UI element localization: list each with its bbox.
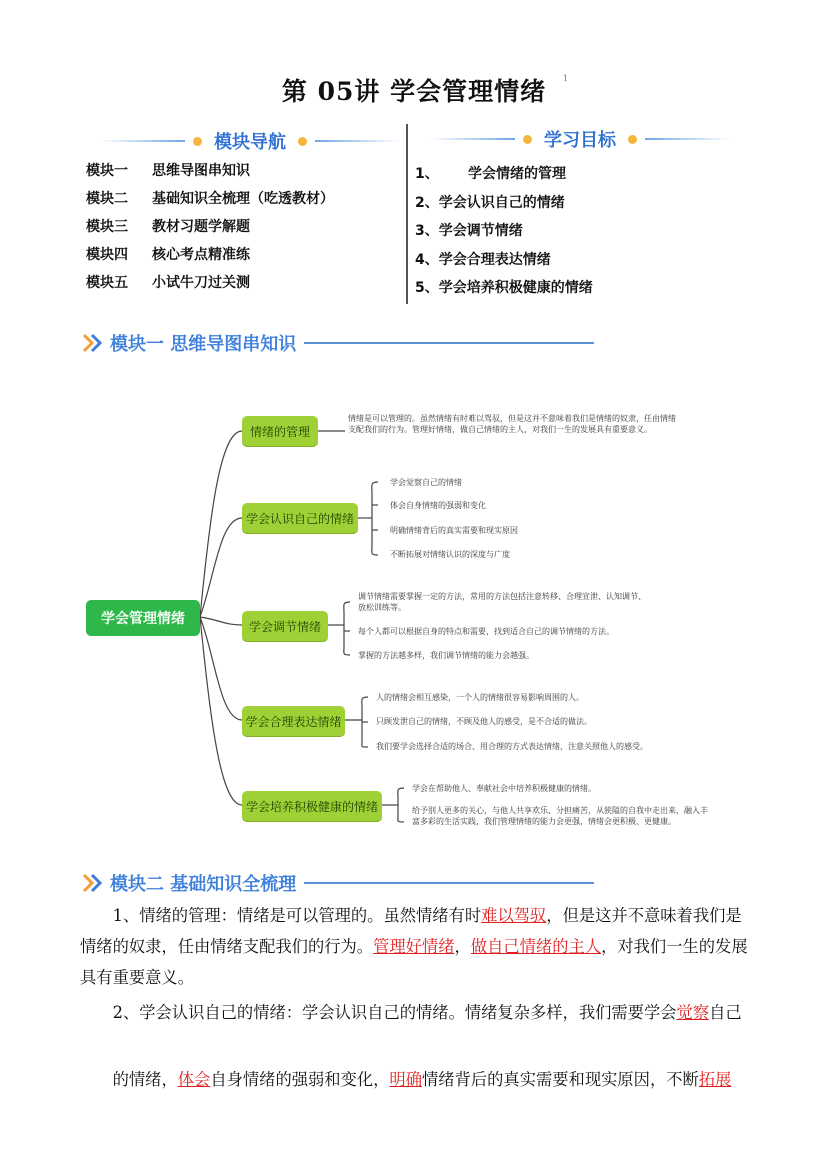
- mind-map-leaf: 情绪是可以管理的。虽然情绪有时难以驾驭，但是这并不意味着我们是情绪的奴隶，任由情绪支配我们的行为。管理好情绪，做自己情绪的主人，对我们一生的发展具有重要意义。: [348, 414, 676, 434]
- nav-heading-label: 模块导航: [214, 132, 286, 153]
- goal-panel-heading: [430, 124, 730, 154]
- mind-map-leaf: 我们要学会选择合适的场合、用合理的方式表达情绪，注意关照他人的感受。: [376, 742, 648, 751]
- heading-line-right: [315, 140, 400, 142]
- heading-dot-icon: [298, 137, 307, 146]
- mind-map-leaf: 掌握的方法越多样，我们调节情绪的能力会越强。: [358, 651, 534, 660]
- paragraph-know-emotions: 2、学会认识自己的情绪：学会认识自己的情绪。情绪复杂多样，我们需要学会觉察自己: [112, 1003, 742, 1022]
- nav-item: 模块五 小试牛刀过关测: [86, 275, 250, 291]
- module-nav-list: [86, 160, 334, 300]
- mind-map-leaf: 学会在帮助他人、奉献社会中培养积极健康的情绪。: [412, 784, 596, 793]
- mind-map-branch: 情绪的管理: [242, 416, 318, 446]
- learning-goal-list: [415, 163, 593, 306]
- key-term: 明确: [389, 1070, 422, 1089]
- key-term: 拓展: [698, 1070, 732, 1089]
- goal-item: 4、学会合理表达情绪: [415, 251, 551, 268]
- paragraph-emotion-management: 1、情绪的管理：情绪是可以管理的。虽然情绪有时难以驾驭，但是这并不意味着我们是情绪的奴隶，任由情绪支配我们的行为。管理好情绪，做自己情绪的主人，对我们一生的发展具有重要意义。: [80, 906, 748, 987]
- nav-panel-heading: [100, 126, 400, 156]
- page-title: 第 05讲 学会管理情绪: [281, 77, 547, 106]
- mind-map-branch: 学会认识自己的情绪: [242, 503, 358, 533]
- goal-item: 2、学会认识自己的情绪: [415, 194, 565, 211]
- mind-map-leaf: 明确情绪背后的真实需要和现实原因: [390, 526, 518, 535]
- section-rule: [304, 882, 594, 884]
- section-header-2: [82, 870, 594, 896]
- mind-map-leaf: 给予别人更多的关心，与他人共享欢乐、分担痛苦，从狭隘的自我中走出来，融入丰富多彩的生活实践，我们管理情绪的能力会更强，情绪会更积极、更健康。: [412, 806, 708, 826]
- heading-dot-icon: [523, 135, 532, 144]
- key-term: 管理好情绪: [373, 937, 455, 956]
- mind-map: [80, 395, 770, 840]
- mind-map-root: 学会管理情绪: [86, 600, 200, 636]
- mind-map-leaf: 不断拓展对情绪认识的深度与广度: [390, 550, 510, 559]
- mind-map-branch: 学会合理表达情绪: [242, 706, 345, 736]
- goal-item: 3、学会调节情绪: [415, 223, 523, 239]
- section-rule: [304, 342, 594, 344]
- nav-item: 模块四 核心考点精准练: [86, 247, 250, 263]
- key-term: 体会: [177, 1070, 211, 1089]
- goal-item: 1、 学会情绪的管理: [415, 166, 566, 182]
- key-term: 做自己情绪的主人: [470, 937, 602, 956]
- mind-map-branch: 学会培养积极健康的情绪: [242, 791, 382, 821]
- heading-dot-icon: [193, 137, 202, 146]
- double-chevron-icon: [82, 333, 104, 353]
- mind-map-leaf: 学会觉察自己的情绪: [390, 478, 462, 487]
- mind-map-leaf: 调节情绪需要掌握一定的方法，常用的方法包括注意转移、合理宣泄、认知调节、放松训练等。: [358, 592, 646, 612]
- key-term: 难以驾驭: [481, 906, 547, 925]
- heading-line-left: [430, 138, 515, 140]
- paragraph-know-emotions-cont: 的情绪，体会自身情绪的强弱和变化，明确情绪背后的真实需要和现实原因，不断拓展: [112, 1070, 732, 1089]
- key-term: 觉察: [676, 1003, 710, 1022]
- mind-map-leaf: 每个人都可以根据自身的特点和需要，找到适合自己的调节情绪的方法。: [358, 627, 614, 636]
- heading-line-right: [645, 138, 730, 140]
- title-mark: 1: [563, 74, 569, 83]
- heading-dot-icon: [628, 135, 637, 144]
- nav-item: 模块二 基础知识全梳理（吃透教材）: [86, 191, 334, 207]
- nav-item: 模块一 思维导图串知识: [86, 163, 250, 179]
- section-title: 模块二 基础知识全梳理: [110, 874, 297, 895]
- mind-map-leaf: 人的情绪会相互感染，一个人的情绪很容易影响周围的人。: [376, 693, 584, 702]
- double-chevron-icon: [82, 873, 104, 893]
- mind-map-leaf: 体会自身情绪的强弱和变化: [390, 501, 486, 510]
- section-header-1: [82, 330, 594, 356]
- nav-item: 模块三 教材习题学解题: [86, 219, 250, 235]
- mind-map-leaf: 只顾发泄自己的情绪，不顾及他人的感受，是不合适的做法。: [376, 717, 592, 726]
- heading-line-left: [100, 140, 185, 142]
- goal-item: 5、学会培养积极健康的情绪: [415, 280, 593, 296]
- mind-map-branch: 学会调节情绪: [242, 611, 328, 641]
- goal-heading-label: 学习目标: [544, 130, 616, 151]
- section-title: 模块一 思维导图串知识: [110, 334, 297, 355]
- panel-divider: [406, 124, 408, 304]
